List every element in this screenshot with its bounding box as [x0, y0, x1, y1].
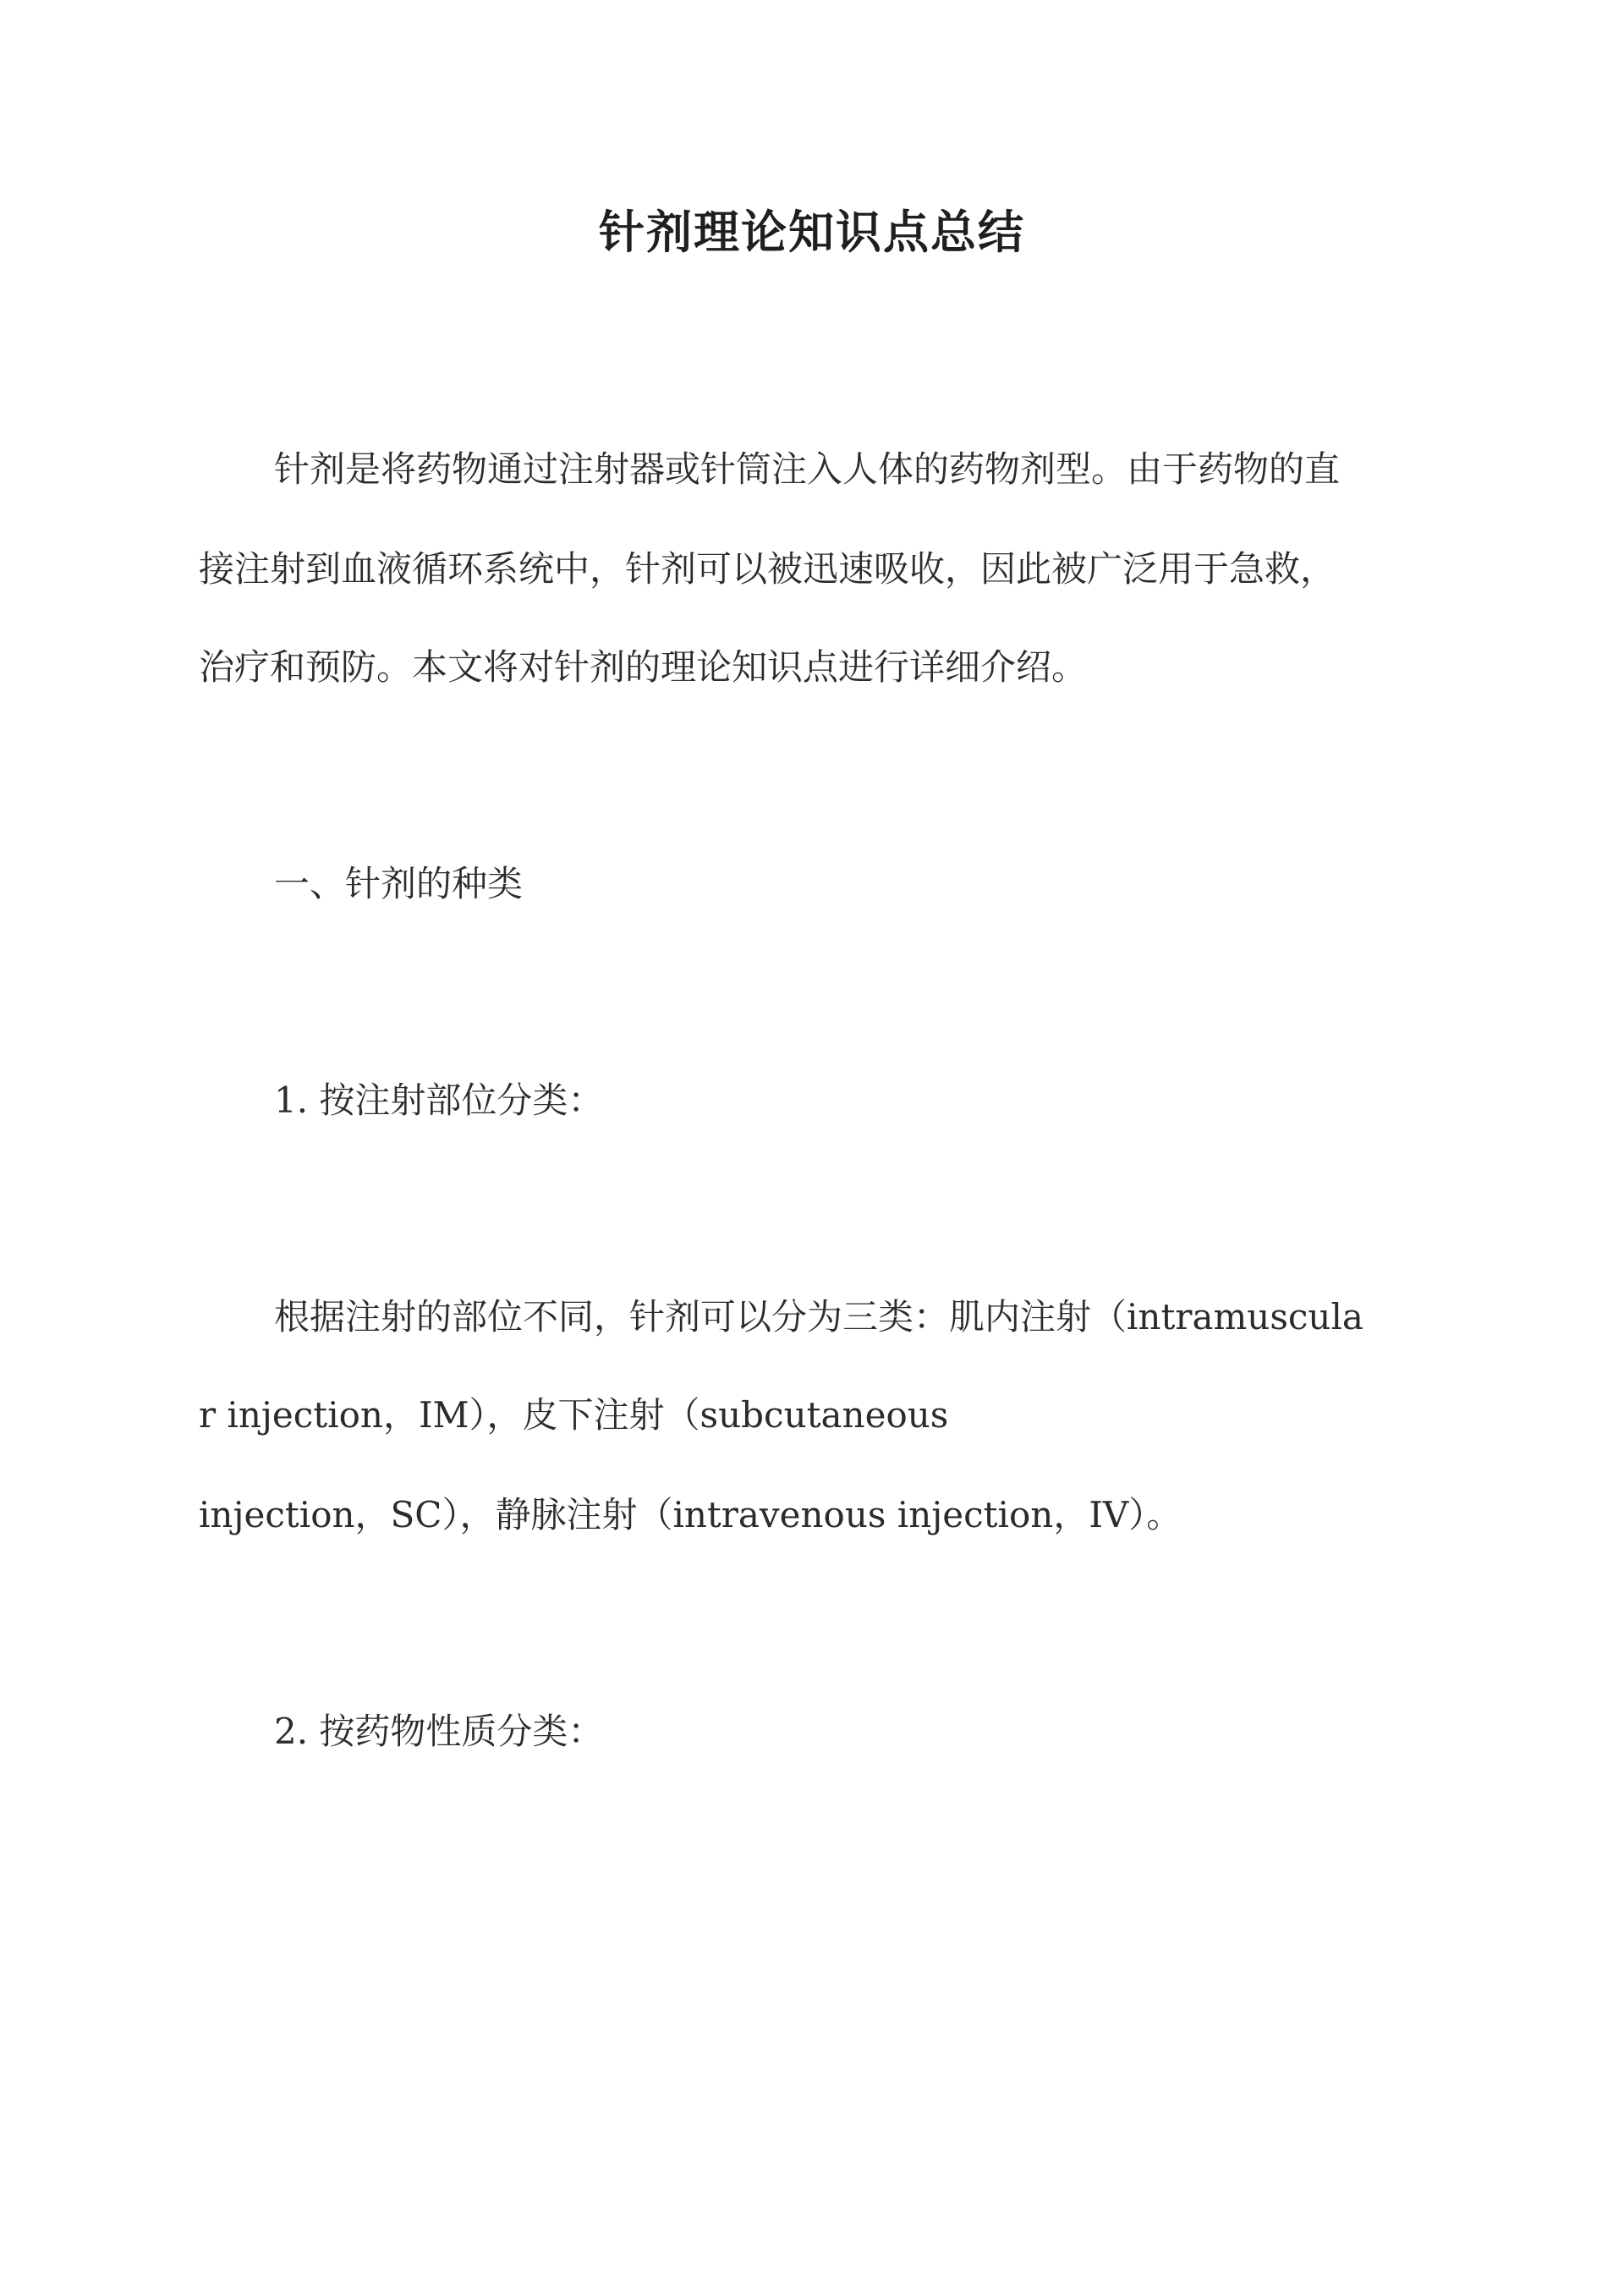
item1-line-1: 根据注射的部位不同，针剂可以分为三类：肌内注射（intramuscula [274, 1296, 1363, 1338]
document-title: 针剂理论知识点总结 [599, 205, 1025, 259]
item-heading-drug-nature: 2. 按药物性质分类： [274, 1711, 604, 1752]
item-heading-injection-site: 1. 按注射部位分类： [274, 1079, 604, 1121]
intro-line-2: 接注射到血液循环系统中，针剂可以被迅速吸收，因此被广泛用于急救， [199, 548, 1336, 590]
item1-line-2: r injection，IM），皮下注射（subcutaneous [199, 1394, 949, 1436]
intro-line-1: 针剂是将药物通过注射器或针筒注入人体的药物剂型。由于药物的直 [274, 448, 1341, 490]
item1-line-3: injection，SC），静脉注射（intravenous injection，IV）。 [199, 1494, 1182, 1535]
intro-line-3: 治疗和预防。本文将对针剂的理论知识点进行详细介绍。 [199, 646, 1088, 688]
section-heading-types: 一、针剂的种类 [274, 863, 524, 904]
